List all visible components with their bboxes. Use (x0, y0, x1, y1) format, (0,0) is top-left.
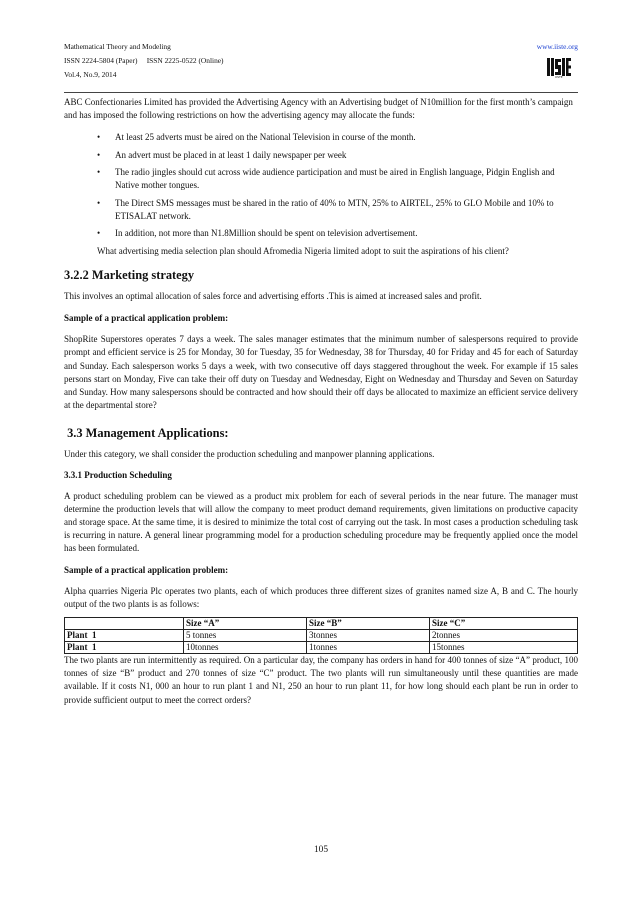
section-heading-management: 3.3 Management Applications: (64, 426, 229, 441)
bullet-icon: • (97, 167, 101, 178)
production-scheduling-heading: 3.3.1 Production Scheduling (64, 469, 172, 480)
journal-volume: Vol.4, No.9, 2014 (64, 70, 117, 79)
production-scheduling-paragraph: A product scheduling problem can be viewed as a product mix problem for each of several periods in the near future. The manager must determine the production levels that will allow the company to meet product demand requirements, given limitations on productive capacity and storage space. At the same time, it is desired to minimize the total cost of carrying out the task. In most cases a production scheduling task is recurring in nature. A general linear programming model for a production scheduling procedure may be frequently applied once the model has been formulated. (64, 490, 578, 554)
table-header-cell: Size “A” (184, 618, 307, 630)
table-cell: Plant 1 (65, 642, 184, 654)
logo-text: IISTE (555, 74, 563, 78)
journal-issn: ISSN 2224-5804 (Paper) ISSN 2225-0522 (Online) (64, 56, 224, 65)
table-cell: 2tonnes (430, 630, 578, 642)
table-row (65, 642, 578, 654)
management-paragraph: Under this category, we shall consider the production scheduling and manpower planning applications. (64, 449, 435, 460)
table-cell: Plant 1 (65, 630, 184, 642)
list-item-text: An advert must be placed in at least 1 daily newspaper per week (115, 149, 347, 160)
plant-output-table (64, 617, 578, 654)
journal-name: Mathematical Theory and Modeling (64, 42, 171, 51)
table-header-cell: Size “C” (430, 618, 578, 630)
list-item (64, 149, 578, 162)
list-item (64, 131, 578, 144)
management-sample-heading: Sample of a practical application problem: (64, 564, 229, 575)
bullet-icon: • (97, 228, 101, 239)
journal-url-link[interactable]: www.iiste.org (536, 42, 578, 51)
list-item-text: In addition, not more than N1.8Million should be spent on television advertisement. (115, 228, 418, 239)
iiste-logo (546, 56, 572, 78)
list-item (64, 197, 578, 223)
plant-problem-paragraph: The two plants are run intermittently as required. On a particular day, the company has orders in hand for 400 tonnes of size “A” product, 100 tonnes of size “B” product and 270 tonnes of size “C” product. The two plants will run simultaneously until these quantities are made available. If it costs N1, 000 an hour to run plant 1 and N1, 250 an hour to run plant 11, for how long should each plant be run in order to provide sufficient output to meet the correct orders? (64, 655, 578, 705)
table-header-row (65, 618, 578, 630)
section-heading-marketing: 3.2.2 Marketing strategy (64, 267, 195, 282)
table-cell: 3tonnes (307, 630, 430, 642)
table-row (65, 630, 578, 642)
bullet-icon: • (97, 197, 101, 208)
table-cell: 10tonnes (184, 642, 307, 654)
list-item (64, 227, 578, 240)
table-header-cell (65, 618, 184, 630)
table-header-cell: Size “B” (307, 618, 430, 630)
page-number: 105 (313, 845, 329, 855)
list-item-text: The Direct SMS messages must be shared in the ratio of 40% to MTN, 25% to AIRTEL, 25% to GLO Mobile and 10% to ETISALAT network. (115, 197, 554, 221)
header-divider (64, 92, 578, 93)
list-item-text: The radio jingles should cut across wide audience participation and must be aired in English language, Pidgin English and Native mother tongues. (115, 167, 555, 191)
bullet-icon: • (97, 149, 101, 160)
intro-paragraph: ABC Confectionaries Limited has provided the Advertising Agency with an Advertising budget of N10million for the first month’s campaign and has imposed the following restrictions on how the advertising agency may allocate the funds: (64, 97, 573, 121)
restriction-list (64, 131, 578, 240)
list-item (64, 166, 578, 192)
table-cell: 1tonnes (307, 642, 430, 654)
marketing-problem: ShopRite Superstores operates 7 days a week. The sales manager estimates that the minimum number of salespersons required to provide prompt and efficient service is 25 for Monday, 30 for Tuesday, 35 for Wednesday, 38 for Thursday, 40 for Friday and 45 for each of Saturday and Sunday. Each salesperson works 5 days a week, with two consecutive off days staggered throughout the week. For example if 15 sales persons start on Monday, Five can take their off duty on Tuesday and Wednesday, Eight on Wednesday and Thursday and Seven on Saturday and Sunday. How many salespersons should be contracted and how should their off days be allocated to maximize an efficient service delivery at the departmental store? (64, 334, 578, 411)
media-question: What advertising media selection plan should Afromedia Nigeria limited adopt to suit the aspirations of his client? (97, 245, 509, 256)
management-problem: Alpha quarries Nigeria Plc operates two plants, each of which produces three different sizes of granites named size A, B and C. The hourly output of the two plants is as follows: (64, 585, 578, 609)
table-cell: 15tonnes (430, 642, 578, 654)
page-header (64, 40, 578, 94)
page (64, 40, 578, 707)
table-cell: 5 tonnes (184, 630, 307, 642)
list-item-text: At least 25 adverts must be aired on the National Television in course of the month. (115, 132, 416, 143)
marketing-paragraph: This involves an optimal allocation of sales force and advertising efforts .This is aimed at increased sales and profit. (64, 290, 482, 301)
bullet-icon: • (97, 132, 101, 143)
marketing-sample-heading: Sample of a practical application problem: (64, 313, 229, 324)
